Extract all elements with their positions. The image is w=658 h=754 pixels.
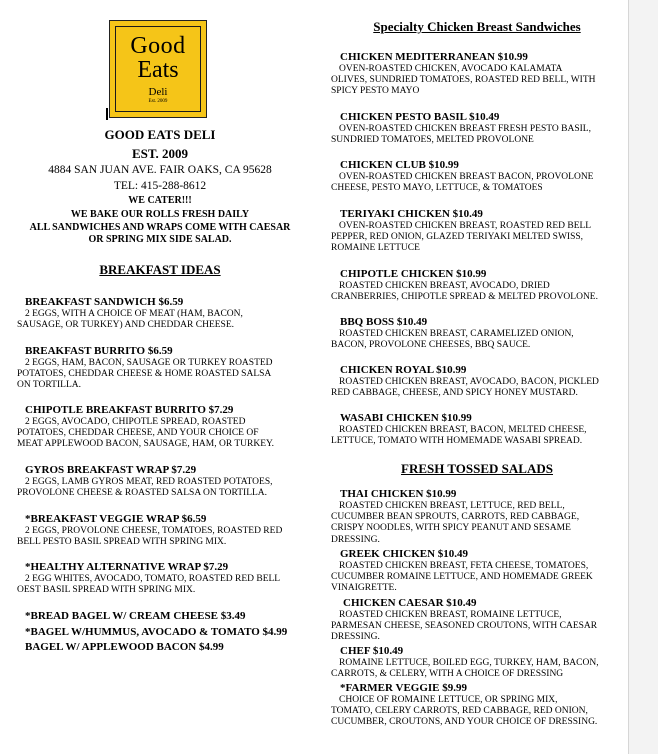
item-description: ROASTED CHICKEN BREAST, AVOCADO, BACON, PICKLED RED CABBAGE, CHEESE, AND SPICY HONEY MUSTARD.: [331, 377, 599, 399]
item-name: BREAKFAST SANDWICH $6.59: [25, 296, 184, 308]
item-description: OVEN-ROASTED CHICKEN, AVOCADO KALAMATA OLIVES, SUNDRIED TOMATOES, ROASTED RED BELL, WITH SPICY PESTO MAYO: [331, 64, 596, 97]
item-description: OVEN-ROASTED CHICKEN BREAST BACON, PROVOLONE CHEESE, PESTO MAYO, LETTUCE, & TOMATOES: [331, 172, 594, 194]
bagel-item: *BAGEL W/HUMMUS, AVOCADO & TOMATO $4.99: [25, 626, 288, 638]
restaurant-name: GOOD EATS DELI: [104, 127, 216, 142]
item-name: CHIPOTLE BREAKFAST BURRITO $7.29: [25, 404, 234, 416]
item-name: TERIYAKI CHICKEN $10.49: [340, 208, 483, 220]
menu-item: [17, 296, 307, 331]
catering-note: WE CATER!!!: [128, 195, 192, 206]
item-description: ROASTED CHICKEN BREAST, BACON, MELTED CHEESE, LETTUCE, TOMATO WITH HOMEMADE WASABI SPREAD.: [331, 425, 587, 447]
sandwich-section-title: Specialty Chicken Breast Sandwiches: [373, 19, 581, 34]
item-name: CHICKEN ROYAL $10.99: [340, 364, 467, 376]
breakfast-section-title: BREAKFAST IDEAS: [99, 262, 221, 277]
item-description: CHOICE OF ROMAINE LETTUCE, OR SPRING MIX, TOMATO, CELERY CARROTS, RED CABBAGE, RED ONION, CUCUMBER, CROUTONS, AND YOUR CHOICE OF DRESSING.: [331, 695, 598, 728]
item-name: CHICKEN CLUB $10.99: [340, 159, 459, 171]
item-description: 2 EGGS, AVOCADO, CHIPOTLE SPREAD, ROASTED POTATOES, CHEDDAR CHEESE, AND YOUR CHOICE OF MEAT APPLEWOOD BACON, SAUSAGE, HAM, OR TURKEY.: [17, 417, 275, 450]
menu-item: [331, 111, 623, 146]
item-description: ROMAINE LETTUCE, BOILED EGG, TURKEY, HAM, BACON, CARROTS, & CELERY, WITH A CHOICE OF DRESSING: [331, 658, 599, 680]
good-eats-logo: [109, 20, 207, 118]
menu-item: [17, 561, 307, 596]
item-description: 2 EGGS, PROVOLONE CHEESE, TOMATOES, ROASTED RED BELL PESTO BASIL SPREAD WITH SPRING MIX.: [17, 526, 283, 548]
side-salad-note: ALL SANDWICHES AND WRAPS COME WITH CAESAR OR SPRING MIX SIDE SALAD.: [29, 222, 291, 245]
menu-item: [331, 548, 623, 595]
item-name: GREEK CHICKEN $10.49: [340, 548, 469, 560]
item-description: ROASTED CHICKEN BREAST, ROMAINE LETTUCE, PARMESAN CHEESE, SEASONED CROUTONS, WITH CAESAR DRESSING.: [331, 610, 598, 643]
bagel-item: *BREAD BAGEL W/ CREAM CHEESE $3.49: [25, 610, 246, 622]
item-name: *HEALTHY ALTERNATIVE WRAP $7.29: [25, 561, 229, 573]
menu-item: [17, 345, 307, 392]
menu-item: [331, 51, 623, 98]
item-description: ROASTED CHICKEN BREAST, FETA CHEESE, TOMATOES, CUCUMBER ROMAINE LETTUCE, AND HOMEMADE GREEK VINAIGRETTE.: [331, 561, 593, 594]
text-cursor-icon: [106, 108, 108, 120]
menu-item: [17, 404, 307, 451]
menu-item: [17, 464, 307, 499]
menu-item: [331, 645, 623, 680]
item-name: THAI CHICKEN $10.99: [340, 488, 457, 500]
bake-note: WE BAKE OUR ROLLS FRESH DAILY: [70, 209, 250, 220]
salad-section-title: FRESH TOSSED SALADS: [401, 461, 553, 476]
item-name: *FARMER VEGGIE $9.99: [340, 682, 468, 694]
item-description: 2 EGGS, WITH A CHOICE OF MEAT (HAM, BACON, SAUSAGE, OR TURKEY) AND CHEDDAR CHEESE.: [17, 309, 243, 331]
item-description: 2 EGGS, LAMB GYROS MEAT, RED ROASTED POTATOES, PROVOLONE CHEESE & ROASTED SALSA ON TORTILLA.: [17, 477, 273, 499]
bagel-item: BAGEL W/ APPLEWOOD BACON $4.99: [25, 641, 224, 653]
bagel-list: [17, 610, 307, 654]
menu-item: [331, 597, 623, 644]
item-description: OVEN-ROASTED CHICKEN BREAST, ROASTED RED BELL PEPPER, RED ONION, GLAZED TERIYAKI MELTED SWISS, ROMAINE LETTUCE: [331, 221, 592, 254]
logo-word-eats: Eats: [137, 57, 179, 83]
item-description: 2 EGG WHITES, AVOCADO, TOMATO, ROASTED RED BELL OEST BASIL SPREAD WITH SPRING MIX.: [17, 574, 281, 596]
telephone: TEL: 415-288-8612: [113, 180, 207, 192]
item-name: CHEF $10.49: [340, 645, 404, 657]
item-name: CHICKEN CAESAR $10.49: [343, 597, 477, 609]
item-name: GYROS BREAKFAST WRAP $7.29: [25, 464, 197, 476]
item-name: *BREAKFAST VEGGIE WRAP $6.59: [25, 513, 207, 525]
item-description: OVEN-ROASTED CHICKEN BREAST FRESH PESTO BASIL, SUNDRIED TOMATOES, MELTED PROVOLONE: [331, 124, 591, 146]
menu-item: [331, 208, 623, 255]
logo-word-deli: Deli: [148, 86, 168, 98]
menu-item: [331, 316, 623, 351]
item-description: 2 EGGS, HAM, BACON, SAUSAGE OR TURKEY ROASTED POTATOES, CHEDDAR CHEESE & HOME ROASTED SALSA ON TORTILLA.: [17, 358, 273, 391]
menu-item: [331, 268, 623, 303]
menu-item: [331, 488, 623, 546]
menu-item: [331, 412, 623, 447]
item-description: ROASTED CHICKEN BREAST, CARAMELIZED ONION, BACON, PROVOLONE CHEESES, BBQ SAUCE.: [331, 329, 574, 351]
item-description: ROASTED CHICKEN BREAST, LETTUCE, RED BELL, CUCUMBER BEAN SPROUTS, CARROTS, RED CABBAGE, CRISPY NOODLES, WITH SPICY PEANUT AND SESAME DRESSING.: [331, 501, 580, 545]
menu-item: [331, 682, 623, 729]
item-description: ROASTED CHICKEN BREAST, AVOCADO, DRIED CRANBERRIES, CHIPOTLE SPREAD & MELTED PROVOLONE.: [331, 281, 598, 303]
menu-item: [331, 364, 623, 399]
address: 4884 SAN JUAN AVE. FAIR OAKS, CA 95628: [48, 164, 272, 176]
logo-word-good: Good: [130, 33, 186, 59]
menu-item: [17, 513, 307, 548]
item-name: BREAKFAST BURRITO $6.59: [25, 345, 173, 357]
logo-est: Est. 2009: [148, 99, 168, 104]
established-year: EST. 2009: [131, 146, 189, 161]
menu-item: [331, 159, 623, 194]
item-name: BBQ BOSS $10.49: [340, 316, 428, 328]
item-name: WASABI CHICKEN $10.99: [340, 412, 472, 424]
logo-frame: [115, 26, 201, 112]
item-name: CHIPOTLE CHICKEN $10.99: [340, 268, 487, 280]
item-name: CHICKEN PESTO BASIL $10.49: [340, 111, 500, 123]
item-name: CHICKEN MEDITERRANEAN $10.99: [340, 51, 528, 63]
